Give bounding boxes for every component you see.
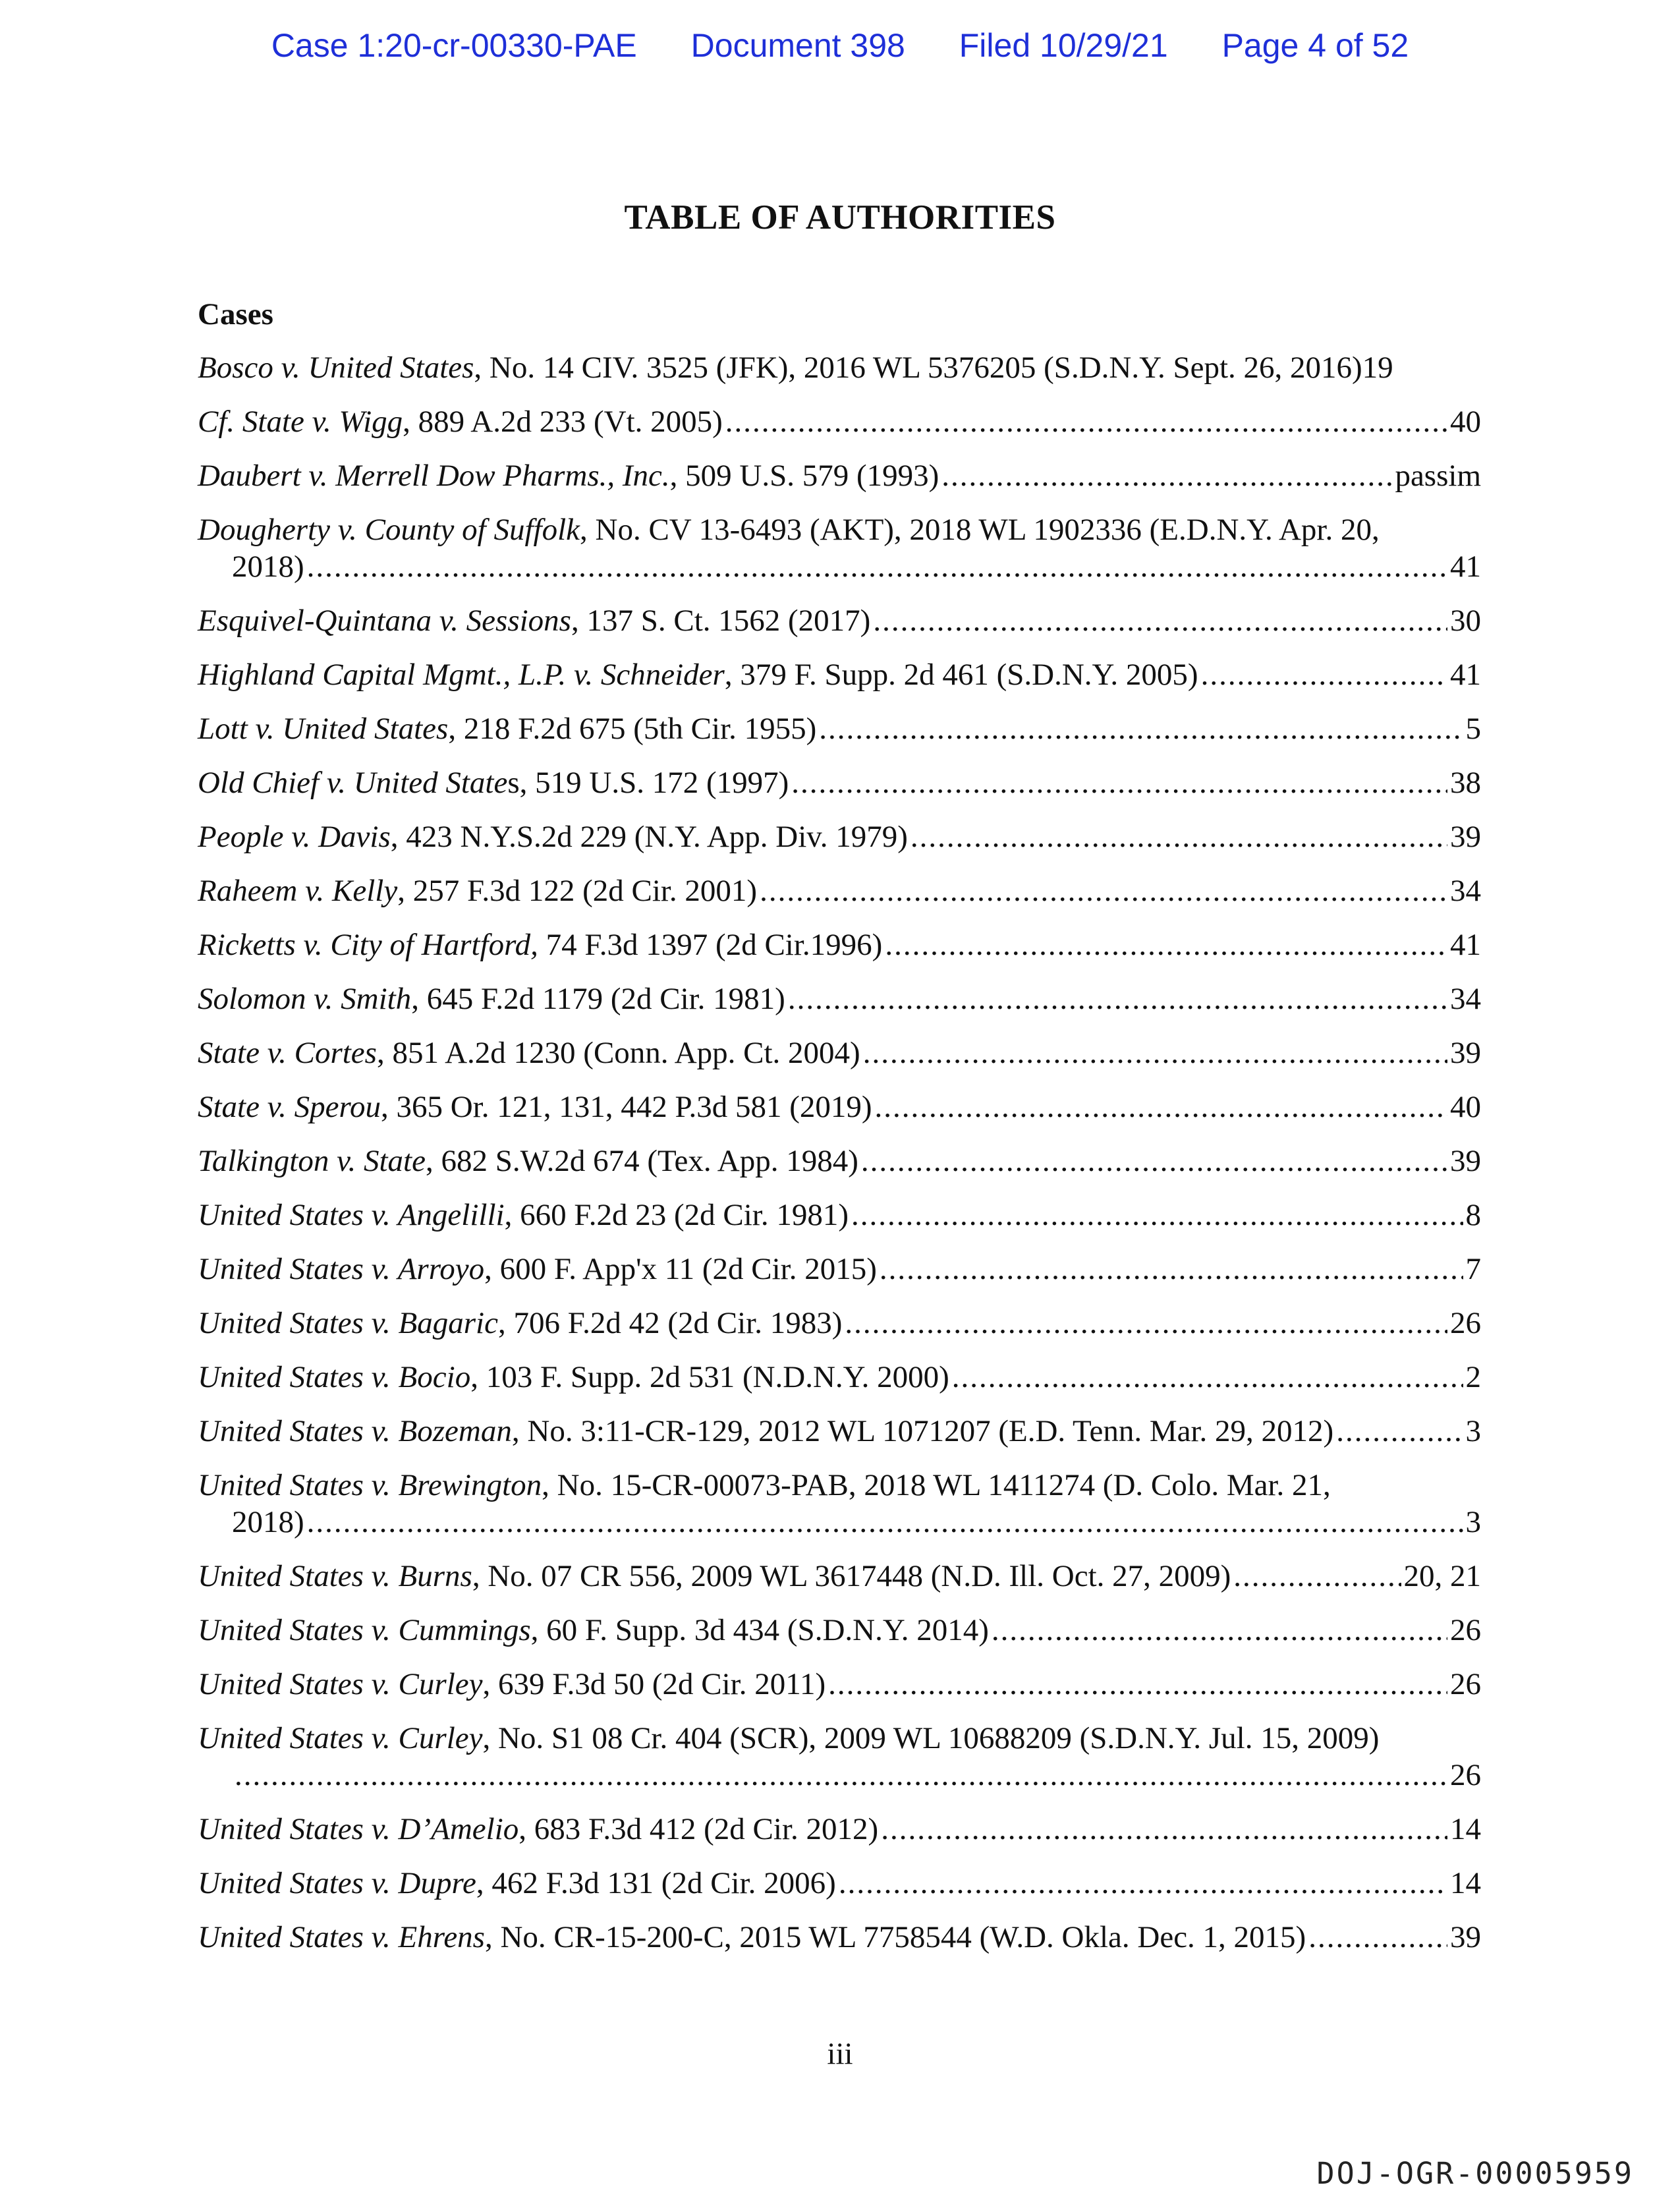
toc-entry (198, 656, 1481, 693)
page-reference: 8 (1465, 1198, 1481, 1232)
case-name: Raheem v. Kelly (198, 874, 398, 908)
page-reference: 41 (1450, 550, 1481, 584)
page-reference: 5 (1465, 712, 1481, 746)
toc-entry (198, 818, 1481, 855)
page-reference: 39 (1450, 1036, 1481, 1070)
toc-entry (198, 1720, 1481, 1794)
citation-detail: 74 F.3d 1397 (2d Cir.1996) (538, 928, 883, 962)
page-reference: 3 (1465, 1414, 1481, 1448)
page-reference: 39 (1450, 1920, 1481, 1954)
case-name: Cf. State v. Wigg (198, 405, 403, 439)
page-reference: 40 (1450, 405, 1481, 439)
page-reference: 26 (1450, 1667, 1481, 1701)
citation (198, 1865, 836, 1902)
dot-leader (307, 1504, 1463, 1541)
citation (198, 926, 882, 963)
table-of-authorities (198, 349, 1481, 1956)
page-reference: 20, 21 (1403, 1559, 1481, 1593)
dot-leader (941, 457, 1392, 494)
citation (198, 1143, 858, 1179)
case-name: People v. Davis (198, 820, 391, 854)
page-reference: 39 (1450, 1144, 1481, 1178)
citation (198, 1251, 877, 1288)
toc-entry (198, 1359, 1481, 1396)
dot-leader (845, 1305, 1447, 1342)
citation-detail: , No. 14 CIV. 3525 (JFK), 2016 WL 5376205 (S.D.N.Y. Sept. 26, 2016) (474, 351, 1362, 385)
toc-entry (198, 980, 1481, 1017)
page-reference: 14 (1450, 1812, 1481, 1846)
citation-detail: , 257 F.3d 122 (2d Cir. 2001) (397, 874, 758, 908)
dot-leader (760, 872, 1447, 909)
citation-detail: , 462 F.3d 131 (2d Cir. 2006) (476, 1866, 836, 1900)
page-reference: 40 (1450, 1090, 1481, 1124)
citation-detail: , 706 F.2d 42 (2d Cir. 1983) (497, 1306, 843, 1340)
citation (198, 710, 816, 747)
dot-leader (851, 1197, 1463, 1234)
page-folio: iii (827, 2037, 853, 2071)
page-reference: 26 (1450, 1306, 1481, 1340)
toc-entry (198, 872, 1481, 909)
dot-leader (881, 1811, 1447, 1848)
toc-entry (198, 349, 1481, 386)
document-number: Document 398 (690, 27, 905, 64)
citation (198, 602, 870, 639)
toc-entry (198, 602, 1481, 639)
citation-detail: , No. 3:11-CR-129, 2012 WL 1071207 (E.D. Tenn. Mar. 29, 2012) (511, 1414, 1334, 1448)
page-reference: 26 (1450, 1758, 1481, 1792)
filing-header (0, 26, 1680, 65)
citation (198, 872, 757, 909)
case-name: Old Chief v. United State (198, 766, 508, 800)
page-reference: 30 (1450, 604, 1481, 638)
citation-detail: s, 519 U.S. 172 (1997) (507, 766, 789, 800)
case-name: Dougherty v. County of Suffolk (198, 513, 580, 547)
toc-entry (198, 1197, 1481, 1234)
citation-detail: , 103 F. Supp. 2d 531 (N.D.N.Y. 2000) (470, 1360, 949, 1394)
case-number: Case 1:20-cr-00330-PAE (271, 27, 637, 64)
page-reference: 38 (1450, 766, 1481, 800)
case-name: United States v. Arroyo (198, 1252, 485, 1286)
citation (198, 1612, 989, 1649)
citation (198, 1089, 872, 1125)
page-reference: 14 (1450, 1866, 1481, 1900)
dot-leader (1201, 656, 1447, 693)
toc-entry (198, 1612, 1481, 1649)
dot-leader (861, 1143, 1447, 1179)
citation-detail: , 509 U.S. 579 (1993) (669, 459, 939, 493)
citation (198, 1305, 842, 1342)
toc-entry (198, 1865, 1481, 1902)
page-title: TABLE OF AUTHORITIES (624, 198, 1056, 237)
toc-entry (198, 1089, 1481, 1125)
citation (198, 457, 939, 494)
dot-leader (863, 1035, 1447, 1071)
toc-entry (198, 1305, 1481, 1342)
case-name: Daubert v. Merrell Dow Pharms., Inc. (198, 459, 670, 493)
page-reference: 41 (1450, 928, 1481, 962)
page-reference: 2 (1465, 1360, 1481, 1394)
bates-stamp: DOJ-OGR-00005959 (1316, 2156, 1634, 2191)
citation-detail: , No. S1 08 Cr. 404 (SCR), 2009 WL 10688209 (S.D.N.Y. Jul. 15, 2009) (482, 1721, 1380, 1755)
case-name: United States v. Cummings (198, 1613, 531, 1647)
citation-detail: , 683 F.3d 412 (2d Cir. 2012) (518, 1812, 879, 1846)
citation-detail: , 60 F. Supp. 3d 434 (S.D.N.Y. 2014) (530, 1613, 989, 1647)
case-name: United States v. Bagaric (198, 1306, 498, 1340)
citation (198, 403, 723, 440)
citation (198, 1666, 826, 1703)
citation (198, 1919, 1306, 1956)
toc-entry (198, 1413, 1481, 1450)
toc-entry (198, 1811, 1481, 1848)
toc-entry (198, 1919, 1481, 1956)
case-name: Ricketts v. City of Hartford, (198, 928, 538, 962)
case-name: United States v. Angelilli (198, 1198, 505, 1232)
toc-entry (198, 926, 1481, 963)
citation (198, 511, 1380, 548)
filed-date: Filed 10/29/21 (959, 27, 1168, 64)
case-name: United States v. Ehrens (198, 1920, 485, 1954)
citation-detail: , No. CV 13-6493 (AKT), 2018 WL 1902336 (E.D.N.Y. Apr. 20, (580, 513, 1380, 547)
citation-detail: , 660 F.2d 23 (2d Cir. 1981) (504, 1198, 849, 1232)
citation-detail: , 600 F. App'x 11 (2d Cir. 2015) (484, 1252, 877, 1286)
dot-leader (307, 548, 1447, 585)
page-reference: 19 (1362, 351, 1393, 385)
dot-leader (788, 980, 1447, 1017)
citation-detail: , 889 A.2d 233 (Vt. 2005) (403, 405, 723, 439)
case-name: State v. Sperou (198, 1090, 381, 1124)
citation (198, 1558, 1231, 1595)
case-name: Bosco v. United States (198, 351, 474, 385)
toc-entry (198, 710, 1481, 747)
citation-detail: , No. CR-15-200-C, 2015 WL 7758544 (W.D. Okla. Dec. 1, 2015) (484, 1920, 1306, 1954)
toc-entry (198, 1035, 1481, 1071)
citation-detail: , 423 N.Y.S.2d 229 (N.Y. App. Div. 1979) (390, 820, 908, 854)
toc-entry (198, 403, 1481, 440)
citation-detail: , 137 S. Ct. 1562 (2017) (571, 604, 871, 638)
citation (198, 1359, 949, 1396)
citation (198, 1197, 849, 1234)
citation-detail: , 379 F. Supp. 2d 461 (S.D.N.Y. 2005) (724, 658, 1198, 692)
case-name: United States v. Dupre (198, 1866, 476, 1900)
toc-entry (198, 1467, 1481, 1541)
citation-detail: , 365 Or. 121, 131, 442 P.3d 581 (2019) (381, 1090, 872, 1124)
citation-detail: , No. 15-CR-00073-PAB, 2018 WL 1411274 (D. Colo. Mar. 21, (542, 1468, 1331, 1502)
citation (198, 764, 789, 801)
citation (198, 1035, 860, 1071)
citation-detail: , 639 F.3d 50 (2d Cir. 2011) (482, 1667, 826, 1701)
page-reference: 41 (1450, 658, 1481, 692)
dot-leader (725, 403, 1447, 440)
citation-continuation: 2018) (232, 1505, 304, 1539)
citation (198, 1811, 878, 1848)
citation (198, 980, 785, 1017)
toc-entry (198, 1666, 1481, 1703)
page-reference: 26 (1450, 1613, 1481, 1647)
citation (198, 656, 1198, 693)
citation-detail: , 682 S.W.2d 674 (Tex. App. 1984) (425, 1144, 858, 1178)
dot-leader (791, 764, 1447, 801)
page-reference: passim (1395, 459, 1481, 493)
citation-detail: , 218 F.2d 675 (5th Cir. 1955) (448, 712, 817, 746)
dot-leader (1308, 1919, 1447, 1956)
section-heading-cases: Cases (198, 297, 273, 331)
case-name: State v. Cortes (198, 1036, 377, 1070)
toc-entry (198, 511, 1481, 585)
case-name: Lott v. United States (198, 712, 449, 746)
case-name: Esquivel-Quintana v. Sessions (198, 604, 571, 638)
citation (198, 1413, 1333, 1450)
case-name: United States v. D’Amelio (198, 1812, 519, 1846)
dot-leader (885, 926, 1447, 963)
page-reference: 7 (1465, 1252, 1481, 1286)
case-name: Highland Capital Mgmt., L.P. v. Schneider (198, 658, 725, 692)
dot-leader (880, 1251, 1463, 1288)
page-reference: 34 (1450, 982, 1481, 1016)
dot-leader (839, 1865, 1447, 1902)
dot-leader (828, 1666, 1447, 1703)
citation-continuation: 2018) (232, 550, 304, 584)
dot-leader (235, 1757, 1447, 1794)
dot-leader (910, 818, 1447, 855)
dot-leader (992, 1612, 1447, 1649)
citation (198, 349, 1362, 386)
dot-leader (873, 602, 1447, 639)
toc-entry (198, 1143, 1481, 1179)
citation (198, 1720, 1379, 1757)
citation-detail: , No. 07 CR 556, 2009 WL 3617448 (N.D. Ill. Oct. 27, 2009) (472, 1559, 1231, 1593)
case-name: Talkington v. State (198, 1144, 426, 1178)
toc-entry (198, 1558, 1481, 1595)
dot-leader (819, 710, 1463, 747)
toc-entry (198, 764, 1481, 801)
toc-entry (198, 457, 1481, 494)
case-name: United States v. Bozeman (198, 1414, 512, 1448)
dot-leader (1233, 1558, 1401, 1595)
case-name: Solomon v. Smith (198, 982, 412, 1016)
dot-leader (952, 1359, 1463, 1396)
citation-detail: , 851 A.2d 1230 (Conn. App. Ct. 2004) (376, 1036, 860, 1070)
citation (198, 818, 908, 855)
case-name: United States v. Bocio (198, 1360, 471, 1394)
case-name: United States v. Curley (198, 1721, 483, 1755)
case-name: United States v. Brewington (198, 1468, 542, 1502)
page-reference: 39 (1450, 820, 1481, 854)
toc-entry (198, 1251, 1481, 1288)
page-reference: 34 (1450, 874, 1481, 908)
page-count: Page 4 of 52 (1221, 27, 1409, 64)
dot-leader (875, 1089, 1448, 1125)
citation (198, 1467, 1331, 1504)
dot-leader (1336, 1413, 1463, 1450)
case-name: United States v. Curley (198, 1667, 483, 1701)
citation-detail: , 645 F.2d 1179 (2d Cir. 1981) (411, 982, 785, 1016)
case-name: United States v. Burns (198, 1559, 472, 1593)
page-reference: 3 (1465, 1505, 1481, 1539)
